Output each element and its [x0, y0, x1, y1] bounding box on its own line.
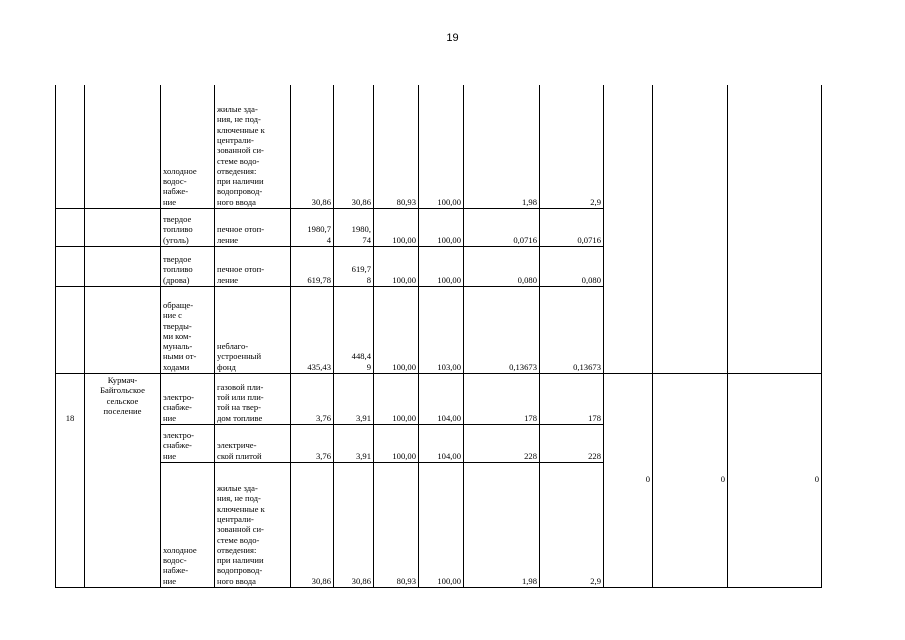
row-e-service-text: электро- снабже- ние: [163, 392, 195, 423]
row-f-v6-text: 228: [588, 450, 601, 461]
row-a-v1-text: 30,86: [311, 196, 331, 207]
right-block-value-2-text: 0: [720, 474, 725, 484]
row-b-v2: [334, 209, 373, 246]
row-d-category: [215, 287, 290, 373]
row-f-v5-text: 228: [524, 450, 537, 461]
row-b-category: [215, 209, 290, 246]
right-block-value-3: [728, 474, 821, 488]
row-b-v5-text: 0,0716: [513, 234, 537, 245]
row-a-v5-text: 1,98: [521, 196, 537, 207]
row-a-v4: [419, 86, 463, 208]
row-b-v6-text: 0,0716: [577, 234, 601, 245]
row-c-v2: [334, 247, 373, 286]
row-d-v1-text: 435,43: [307, 361, 331, 372]
row-g-v3: [374, 463, 418, 587]
row-f-v1-text: 3,76: [315, 450, 331, 461]
row-e-service: [161, 374, 214, 424]
row-b-category-text: печное отоп- ление: [217, 224, 265, 245]
row-g-v6-text: 2,9: [590, 575, 601, 586]
row-e-v3: [374, 374, 418, 424]
row-c-v3-text: 100,00: [392, 274, 416, 285]
row-b-service-text: твердое топливо (уголь): [163, 214, 193, 245]
row-c-service-text: твердое топливо (дрова): [163, 254, 193, 285]
row-e-category: [215, 374, 290, 424]
row-d-service-text: обраще- ние с тверды- ми ком- муналь- ными от- ходами: [163, 299, 197, 372]
row-e-v5: [464, 374, 539, 424]
row-b-v3-text: 100,00: [392, 234, 416, 245]
row-g-v5-text: 1,98: [521, 575, 537, 586]
row-b-v5: [464, 209, 539, 246]
row-b-v6: [540, 209, 603, 246]
row-a-category: [215, 86, 290, 208]
row-f-v3: [374, 425, 418, 462]
row-c-v2-text: 619,7 8: [351, 264, 371, 285]
right-block-value-1-text: 0: [645, 474, 650, 484]
settlement-name: [85, 375, 160, 425]
row-b-v2-text: 1980, 74: [351, 224, 371, 245]
row-c-category-text: печное отоп- ление: [217, 264, 265, 285]
row-c-v5: [464, 247, 539, 286]
row-f-v4: [419, 425, 463, 462]
row-e-v3-text: 100,00: [392, 412, 416, 423]
row-g-v5: [464, 463, 539, 587]
row-g-v4-text: 100,00: [437, 575, 461, 586]
row-b-service: [161, 209, 214, 246]
row-c-v1-text: 619,78: [307, 274, 331, 285]
row-d-service: [161, 287, 214, 373]
row-g-category-text: жилые зда- ния, не под- ключенные к централи- зованной си- стеме водо- отведения: при наличии водопровод- ного ввода: [217, 483, 265, 586]
row-e-number-text: 18: [65, 412, 75, 423]
row-f-v5: [464, 425, 539, 462]
right-block-value-1: [604, 474, 652, 488]
rule-col-right: [821, 85, 822, 588]
row-a-v6: [540, 86, 603, 208]
row-b-v1-text: 1980,7 4: [307, 224, 331, 245]
row-g-v6: [540, 463, 603, 587]
row-d-v5: [464, 287, 539, 373]
row-d-category-text: неблаго- устроенный фонд: [217, 341, 262, 372]
row-b-v4: [419, 209, 463, 246]
row-c-v6-text: 0,080: [581, 274, 601, 285]
row-f-service: [161, 425, 214, 462]
row-g-v2: [334, 463, 373, 587]
row-g-v1-text: 30,86: [311, 575, 331, 586]
row-e-v4-text: 104,00: [437, 412, 461, 423]
row-d-v1: [291, 287, 333, 373]
row-f-v2: [334, 425, 373, 462]
row-e-v6-text: 178: [588, 412, 601, 423]
row-d-v2: [334, 287, 373, 373]
row-b-v4-text: 100,00: [437, 234, 461, 245]
row-c-category: [215, 247, 290, 286]
rule-table-bottom: [55, 587, 821, 588]
row-a-v2-text: 30,86: [351, 196, 371, 207]
row-f-v3-text: 100,00: [392, 450, 416, 461]
row-a-v6-text: 2,9: [590, 196, 601, 207]
row-e-v1-text: 3,76: [315, 412, 331, 423]
row-e-v2-text: 3,91: [355, 412, 371, 423]
row-f-v6: [540, 425, 603, 462]
row-d-v4-text: 103,00: [437, 361, 461, 372]
row-g-service: [161, 463, 214, 587]
rule-col-12: [727, 85, 728, 588]
rule-col-11: [652, 85, 653, 588]
row-a-v3: [374, 86, 418, 208]
rule-col-1: [84, 85, 85, 588]
row-e-v1: [291, 374, 333, 424]
rule-col-10: [603, 85, 604, 588]
row-g-v1: [291, 463, 333, 587]
row-a-v3-text: 80,93: [396, 196, 416, 207]
row-d-v4: [419, 287, 463, 373]
row-d-v5-text: 0,13673: [509, 361, 537, 372]
row-e-category-text: газовой пли- той или пли- той на твер- дом топливе: [217, 381, 264, 423]
row-c-v4-text: 100,00: [437, 274, 461, 285]
row-f-category-text: электриче- ской плитой: [217, 440, 262, 461]
row-d-v6-text: 0,13673: [573, 361, 601, 372]
row-a-v1: [291, 86, 333, 208]
row-e-number: [56, 374, 84, 424]
row-a-v2: [334, 86, 373, 208]
row-e-v4: [419, 374, 463, 424]
row-c-service: [161, 247, 214, 286]
row-a-v5: [464, 86, 539, 208]
row-d-v3-text: 100,00: [392, 361, 416, 372]
row-a-service: [161, 86, 214, 208]
row-f-v1: [291, 425, 333, 462]
right-block-value-2: [653, 474, 727, 488]
row-f-v4-text: 104,00: [437, 450, 461, 461]
row-g-service-text: холодное водос- набже- ние: [163, 544, 197, 586]
row-c-v3: [374, 247, 418, 286]
rule-col-left: [55, 85, 56, 588]
row-a-v4-text: 100,00: [437, 196, 461, 207]
row-c-v5-text: 0,080: [517, 274, 537, 285]
row-b-v1: [291, 209, 333, 246]
row-g-category: [215, 463, 290, 587]
row-c-v1: [291, 247, 333, 286]
row-f-service-text: электро- снабже- ние: [163, 430, 195, 461]
row-e-v5-text: 178: [524, 412, 537, 423]
row-b-v3: [374, 209, 418, 246]
rule-row-d-right-bottom: [603, 373, 821, 374]
row-a-category-text: жилые зда- ния, не под- ключенные к централи- зованной си- стеме водо- отведения: при наличии водопровод- ного ввода: [217, 104, 265, 207]
row-c-v6: [540, 247, 603, 286]
row-d-v6: [540, 287, 603, 373]
row-e-v6: [540, 374, 603, 424]
row-f-v2-text: 3,91: [355, 450, 371, 461]
row-a-service-text: холодное водос- набже- ние: [163, 165, 197, 207]
row-g-v2-text: 30,86: [351, 575, 371, 586]
row-c-v4: [419, 247, 463, 286]
row-g-v3-text: 80,93: [396, 575, 416, 586]
page-number: 19: [446, 32, 459, 44]
right-block-value-3-text: 0: [814, 474, 819, 484]
row-d-v3: [374, 287, 418, 373]
row-d-v2-text: 448,4 9: [351, 351, 371, 372]
settlement-name-text: Курмач- Байгольское сельское поселение: [100, 375, 145, 416]
row-f-category: [215, 425, 290, 462]
row-e-v2: [334, 374, 373, 424]
row-g-v4: [419, 463, 463, 587]
